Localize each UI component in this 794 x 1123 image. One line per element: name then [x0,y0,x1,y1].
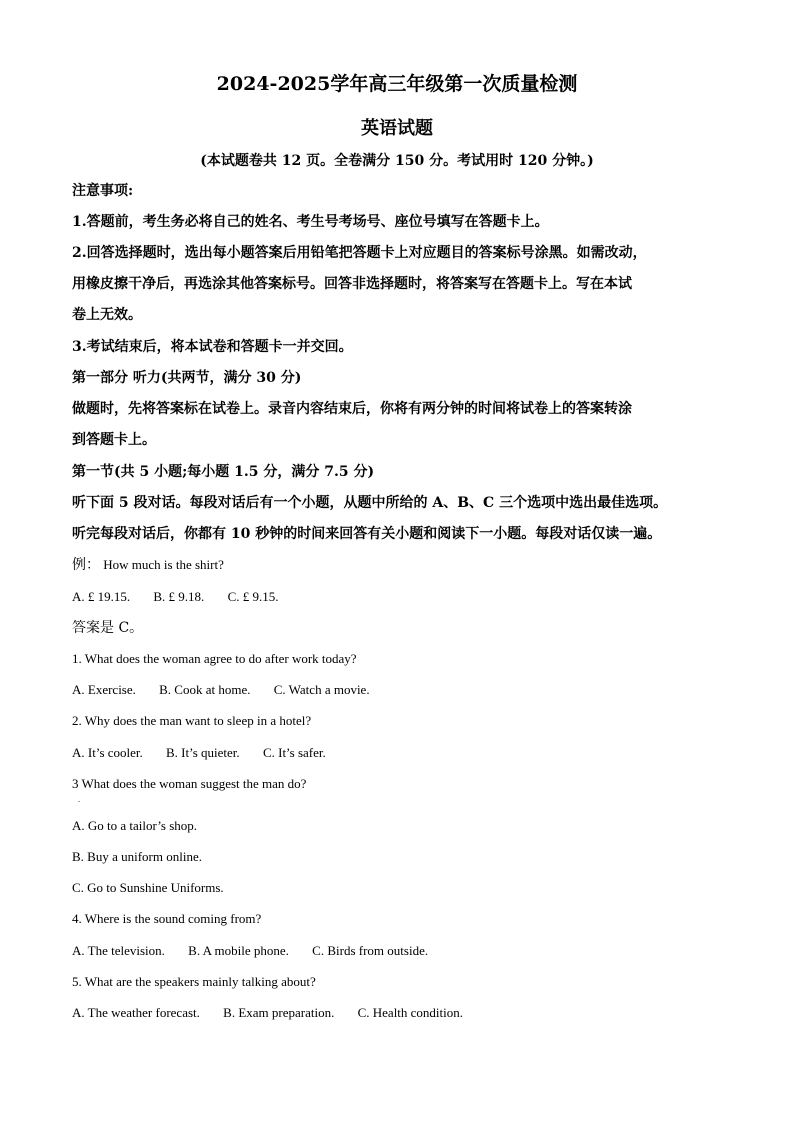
q5-option-c: C. Health condition. [357,1005,464,1020]
section1-instructions-line-2: 听完每段对话后，你都有 10 秒钟的时间来回答有关小题和阅读下一小题。每段对话仅读一遍。 [72,526,662,542]
stray-mark: . [78,795,80,804]
q2-option-c: C. It’s safer. [262,745,326,760]
exam-info: (本试题卷共 12 页。全卷满分 150 分。考试用时 120 分钟。) [200,153,594,169]
q2-option-a: A. It’s cooler. [72,745,143,760]
q1-option-b: B. Cook at home. [159,682,251,697]
q4-option-c: C. Birds from outside. [312,943,429,958]
example-options [72,587,722,607]
q3-option-b: B. Buy a uniform online. [72,849,202,864]
example-question [72,555,722,575]
note-item-1: 1.答题前，考生务必将自己的姓名、考生号考场号、座位号填写在答题卡上。 [72,214,549,230]
subject-title: 英语试题 [361,118,433,139]
note-item-2-line-3: 卷上无效。 [72,307,142,323]
q5-option-b: B. Exam preparation. [223,1005,335,1020]
q3-option-a: A. Go to a tailor’s shop. [72,818,198,833]
question-2: 2. Why does the man want to sleep in a hotel? [72,713,312,728]
example-option-a: A. £ 19.15. [72,589,131,604]
question-5-options [72,1003,722,1023]
q3-option-c: C. Go to Sunshine Uniforms. [72,880,224,895]
example-label: 例： [72,557,100,573]
example-answer: 答案是 C。 [72,620,144,636]
q4-option-a: A. The television. [72,943,165,958]
section1-instructions-line-1: 听下面 5 段对话。每段对话后有一个小题，从题中所给的 A、B、C 三个选项中选出最佳选项。 [72,495,668,511]
question-1-options [72,680,722,700]
question-4-options [72,941,722,961]
note-item-3: 3.考试结束后，将本试卷和答题卡一并交回。 [72,339,353,355]
example-question-text: How much is the shirt? [103,557,224,572]
part1-intro-line-1: 做题时，先将答案标在试卷上。录音内容结束后，你将有两分钟的时间将试卷上的答案转涂 [72,401,632,417]
question-4: 4. Where is the sound coming from? [72,911,262,926]
note-item-2-line-2: 用橡皮擦干净后，再选涂其他答案标号。回答非选择题时，将答案写在答题卡上。写在本试 [72,276,632,292]
question-5: 5. What are the speakers mainly talking about? [72,974,316,989]
section1-heading: 第一节(共 5 小题;每小题 1.5 分，满分 7.5 分) [72,464,375,480]
part1-intro-line-2: 到答题卡上。 [72,432,156,448]
note-item-2-line-1: 2.回答选择题时，选出每小题答案后用铅笔把答题卡上对应题目的答案标号涂黑。如需改动， [72,245,647,261]
exam-title: 2024-2025学年高三年级第一次质量检测 [216,73,578,95]
q4-option-b: B. A mobile phone. [188,943,289,958]
example-option-b: B. £ 9.18. [153,589,205,604]
q5-option-a: A. The weather forecast. [72,1005,200,1020]
part1-heading: 第一部分 听力(共两节，满分 30 分) [72,370,302,386]
question-3: 3 What does the woman suggest the man do? [72,776,307,791]
question-2-options [72,743,722,763]
notes-heading: 注意事项: [72,183,134,199]
example-option-c: C. £ 9.15. [227,589,279,604]
q1-option-a: A. Exercise. [72,682,136,697]
q2-option-b: B. It’s quieter. [166,745,240,760]
q1-option-c: C. Watch a movie. [273,682,370,697]
question-1: 1. What does the woman agree to do after work today? [72,651,357,666]
